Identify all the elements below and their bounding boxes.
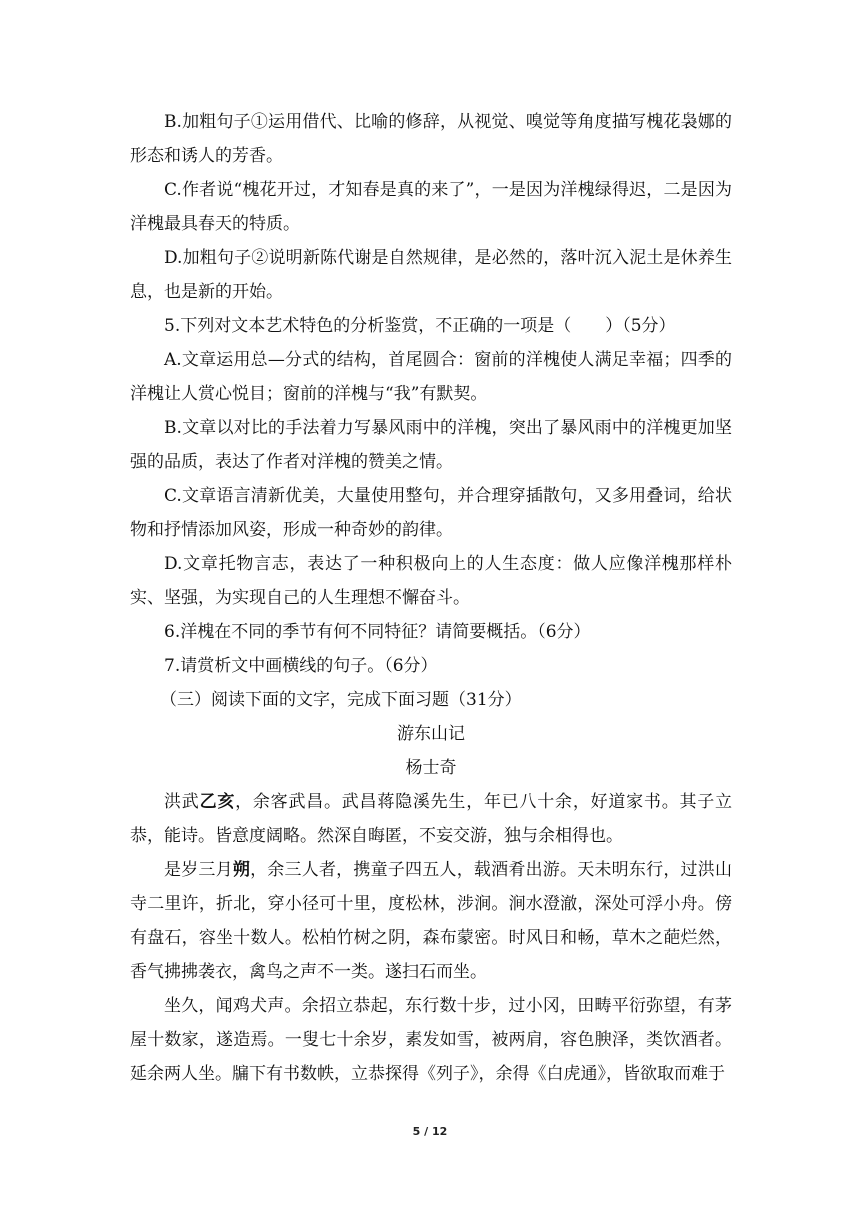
q5-option-a: A.文章运用总—分式的结构，首尾圆合：窗前的洋槐使人满足幸福；四季的洋槐让人赏心悦目；窗前的洋槐与“我”有默契。 <box>130 350 732 404</box>
q5-option-d: D.文章托物言志，表达了一种积极向上的人生态度：做人应像洋槐那样朴实、坚强，为实现自己的人生理想不懈奋斗。 <box>130 554 732 608</box>
essay-paragraph-1 <box>130 785 732 853</box>
option-d-paragraph: D.加粗句子②说明新陈代谢是自然规律，是必然的，落叶沉入泥土是休养生息，也是新的开始。 <box>130 248 732 302</box>
q5-option-b: B.文章以对比的手法着力写暴风雨中的洋槐，突出了暴风雨中的洋槐更加坚强的品质，表达了作者对洋槐的赞美之情。 <box>130 418 732 472</box>
option-c-paragraph: C.作者说“槐花开过，才知春是真的来了”，一是因为洋槐绿得迟，二是因为洋槐最具春天的特质。 <box>130 180 732 234</box>
question-7: 7.请赏析文中画横线的句子。（6分） <box>164 656 438 676</box>
q5-option-c: C.文章语言清新优美，大量使用整句，并合理穿插散句，又多用叠词，给状物和抒情添加风姿，形成一种奇妙的韵律。 <box>130 486 732 540</box>
essay-p2-text-b: ，余三人者，携童子四五人，载酒肴出游。天未明东行，过洪山寺二里许，折北，穿小径可十里，度松林，涉涧。涧水澄澈，深处可浮小舟。傍有盘石，容坐十数人。松柏竹树之阴，森布蒙密。时风日和畅，草木之葩烂然，香气拂拂袭衣，禽鸟之声不一类。遂扫石而坐。 <box>130 860 732 982</box>
option-b-paragraph: B.加粗句子①运用借代、比喻的修辞，从视觉、嗅觉等角度描写槐花袅娜的形态和诱人的芳香。 <box>130 112 732 166</box>
essay-paragraph-2 <box>130 853 732 989</box>
essay-paragraph-3: 坐久，闻鸡犬声。余招立恭起，东行数十步，过小冈，田畴平衍弥望，有茅屋十数家，遂造焉。一叟七十余岁，素发如雪，被两肩，容色腴泽，类饮酒者。延余两人坐。牖下有书数帙，立恭探得《列子》，余得《白虎通》，皆欲取而难于 <box>130 996 732 1084</box>
essay-p1-bold-term: 乙亥 <box>199 792 236 812</box>
section-heading: （三）阅读下面的文字，完成下面习题（31分） <box>160 690 522 710</box>
essay-p2-text-a: 是岁三月 <box>164 860 233 880</box>
essay-p1-text-b: ，余客武昌。武昌蒋隐溪先生，年已八十余，好道家书。其子立恭，能诗。皆意度阔略。然深自晦匿，不妄交游，独与余相得也。 <box>130 792 733 846</box>
question-6: 6.洋槐在不同的季节有何不同特征？请简要概括。（6分） <box>164 622 591 642</box>
page-number: 5 / 12 <box>412 1125 448 1138</box>
essay-title: 游东山记 <box>397 724 465 744</box>
essay-p2-bold-term: 朔 <box>232 860 251 880</box>
essay-author: 杨士奇 <box>405 758 457 778</box>
question-5: 5.下列对文本艺术特色的分析鉴赏，不正确的一项是（ ）（5分） <box>164 316 676 336</box>
essay-p1-text-a: 洪武 <box>164 792 200 812</box>
